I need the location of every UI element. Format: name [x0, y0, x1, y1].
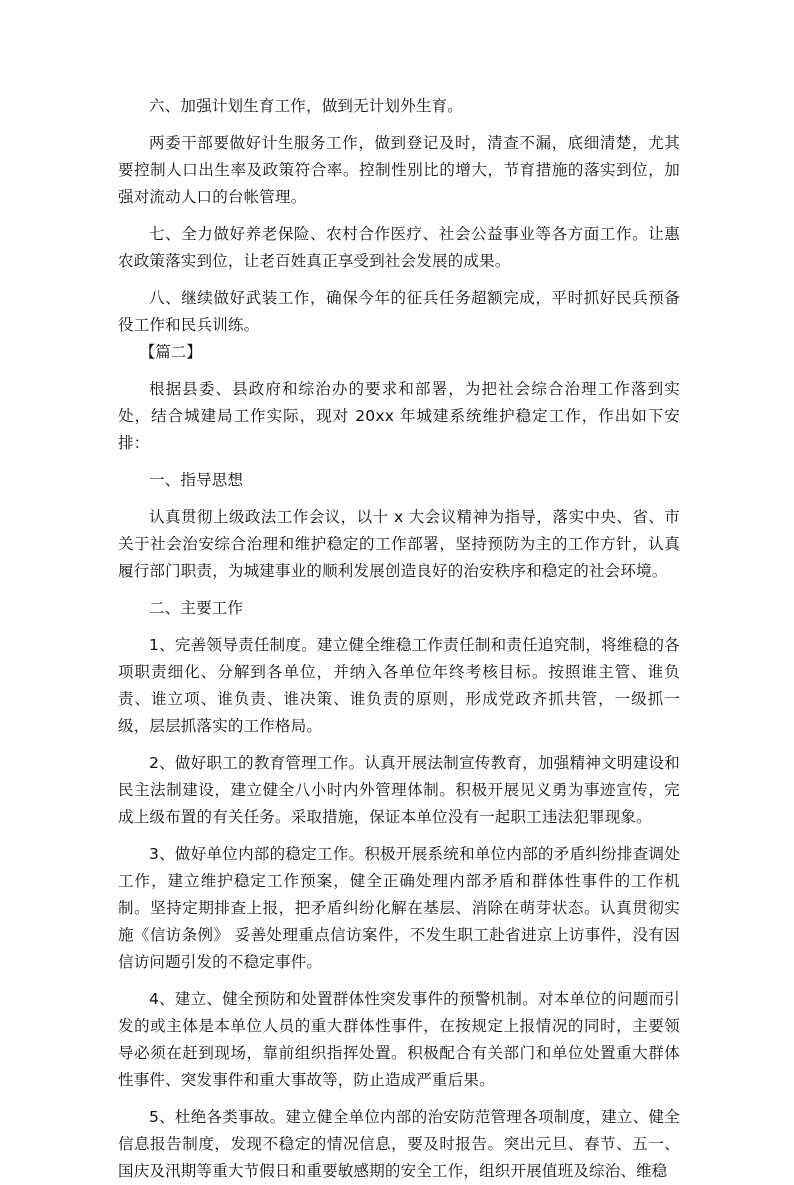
paragraph-item-2: 2、做好职工的教育管理工作。认真开展法制宣传教育，加强精神文明建设和民主法制建设，建立健全八小时内外管理体制。积极开展见义勇为事迹宣传，完成上级布置的有关任务。采取措施，保证本单位没有一起职工违法犯罪现象。: [118, 754, 680, 826]
heading-guiding-principle: 一、指导思想: [149, 471, 244, 489]
paragraph-intro: 根据县委、县政府和综治办的要求和部署，为把社会综合治理工作落到实处，结合城建局工作实际，现对 20xx 年城建系统维护稳定工作，作出如下安排：: [118, 380, 680, 452]
section-marker-part-two: 【篇二】: [139, 343, 202, 361]
paragraph-section-six-heading: 六、加强计划生育工作，做到无计划外生育。: [149, 97, 464, 115]
paragraph-section-seven: 七、全力做好养老保险、农村合作医疗、社会公益事业等各方面工作。让惠农政策落实到位，让老百姓真正享受到社会发展的成果。: [118, 225, 680, 270]
paragraph-item-1: 1、完善领导责任制度。建立健全维稳工作责任制和责任追究制，将维稳的各项职责细化、分解到各单位，并纳入各单位年终考核目标。按照谁主管、谁负责、谁立项、谁负责、谁决策、谁负责的原则，形成党政齐抓共管，一级抓一级，层层抓落实的工作格局。: [118, 636, 680, 735]
paragraph-section-eight: 八、继续做好武装工作，确保今年的征兵任务超额完成，平时抓好民兵预备役工作和民兵训练。: [118, 289, 680, 334]
paragraph-item-3: 3、做好单位内部的稳定工作。积极开展系统和单位内部的矛盾纠纷排查调处工作，建立维护稳定工作预案，健全正确处理内部矛盾和群体性事件的工作机制。坚持定期排查上报，把矛盾纠纷化解在基层、消除在萌芽状态。认真贯彻实施《信访条例》 妥善处理重点信访案件，不发生职工赴省进京上访事件，没有因信访问题引发的不稳定事件。: [118, 845, 680, 971]
paragraph-item-4: 4、建立、健全预防和处置群体性突发事件的预警机制。对本单位的问题而引发的或主体是本单位人员的重大群体性事件，在按规定上报情况的同时，主要领导必须在赶到现场，靠前组织指挥处置。积极配合有关部门和单位处置重大群体性事件、突发事件和重大事故等，防止造成严重后果。: [118, 990, 680, 1089]
paragraph-item-5: 5、杜绝各类事故。建立健全单位内部的治安防范管理各项制度，建立、健全信息报告制度，发现不稳定的情况信息，要及时报告。突出元旦、春节、五一、国庆及汛期等重大节假日和重要敏感期的安全工作，组织开展值班及综治、维稳: [118, 1108, 680, 1180]
heading-main-work: 二、主要工作: [149, 599, 244, 617]
paragraph-guiding-principle: 认真贯彻上级政法工作会议，以十 x 大会议精神为指导，落实中央、省、市关于社会治安综合治理和维护稳定的工作部署，坚持预防为主的工作方针，认真履行部门职责，为城建事业的顺利发展创造良好的治安秩序和稳定的社会环境。: [118, 508, 680, 580]
paragraph-family-planning: 两委干部要做好计生服务工作，做到登记及时，清查不漏，底细清楚，尤其要控制人口出生率及政策符合率。控制性别比的增大，节育措施的落实到位，加强对流动人口的台帐管理。: [118, 134, 680, 206]
document-body: [118, 93, 680, 1185]
